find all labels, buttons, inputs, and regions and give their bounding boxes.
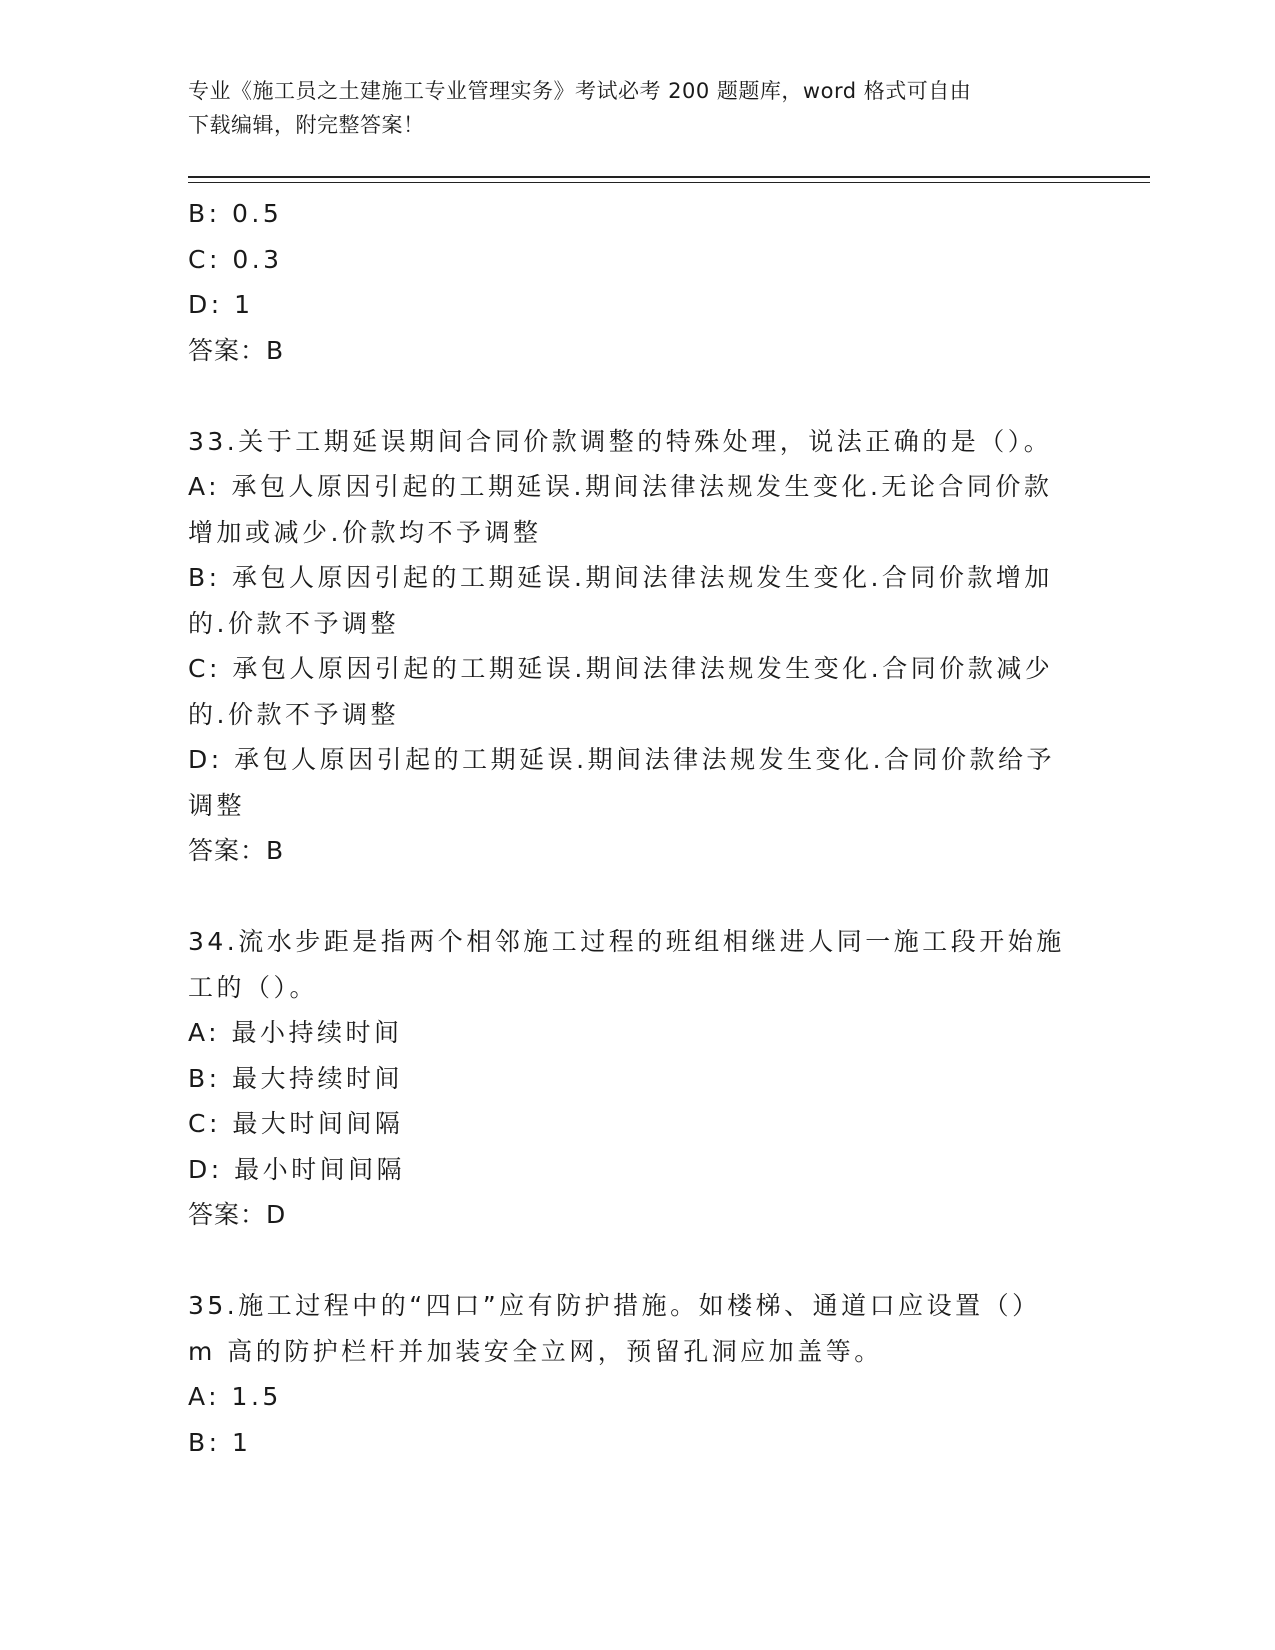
answer-label: 答案：B (188, 836, 285, 865)
option-a: A: 最小持续时间 (188, 1018, 403, 1047)
question-stem: 33.关于工期延误期间合同价款调整的特殊处理，说法正确的是（）。 (188, 426, 1053, 456)
question-34 (188, 919, 1088, 1238)
question-spacer (188, 1238, 1088, 1284)
question-35 (188, 1283, 1088, 1465)
option-d: D: 承包人原因引起的工期延误.期间法律法规发生变化.合同价款给予 (188, 745, 1056, 774)
header-divider-thick (188, 176, 1150, 178)
header-divider-thin (188, 182, 1150, 183)
question-stem: 35.施工过程中的“四口”应有防护措施。如楼梯、通道口应设置（） (188, 1291, 1041, 1320)
option-b-continued: 的.价款不予调整 (188, 608, 399, 638)
question-32-tail (188, 191, 1088, 373)
document-header (188, 74, 1078, 142)
option-c-continued: 的.价款不予调整 (188, 699, 399, 729)
option-a: A: 1.5 (188, 1382, 282, 1411)
option-a: A: 承包人原因引起的工期延误.期间法律法规发生变化.无论合同价款 (188, 472, 1053, 501)
header-title-line-2: 下载编辑，附完整答案！ (188, 113, 425, 137)
answer-label: 答案：D (188, 1200, 287, 1229)
option-a-continued: 增加或减少.价款均不予调整 (188, 517, 542, 547)
question-list (188, 191, 1088, 1465)
question-stem-continued: m 高的防护栏杆并加装安全立网，预留孔洞应加盖等。 (188, 1336, 883, 1366)
option-c: C: 最大时间间隔 (188, 1109, 404, 1138)
option-b: B: 最大持续时间 (188, 1063, 404, 1093)
answer-label: 答案：B (188, 335, 285, 365)
header-title-line-1: 专业《施工员之土建施工专业管理实务》考试必考 200 题题库，word 格式可自由 (188, 79, 972, 103)
question-spacer (188, 373, 1088, 419)
option-d: D: 1 (188, 290, 254, 319)
question-stem-continued: 工的（）。 (188, 972, 319, 1002)
question-stem: 34.流水步距是指两个相邻施工过程的班组相继进人同一施工段开始施 (188, 927, 1065, 956)
option-d: D: 最小时间间隔 (188, 1154, 406, 1184)
option-c: C: 0.3 (188, 244, 283, 274)
question-33 (188, 419, 1088, 874)
option-b: B: 0.5 (188, 199, 283, 228)
option-c: C: 承包人原因引起的工期延误.期间法律法规发生变化.合同价款减少 (188, 654, 1054, 683)
option-d-continued: 调整 (188, 790, 246, 820)
question-spacer (188, 874, 1088, 920)
option-b: B: 承包人原因引起的工期延误.期间法律法规发生变化.合同价款增加 (188, 563, 1053, 592)
option-b: B: 1 (188, 1427, 252, 1457)
